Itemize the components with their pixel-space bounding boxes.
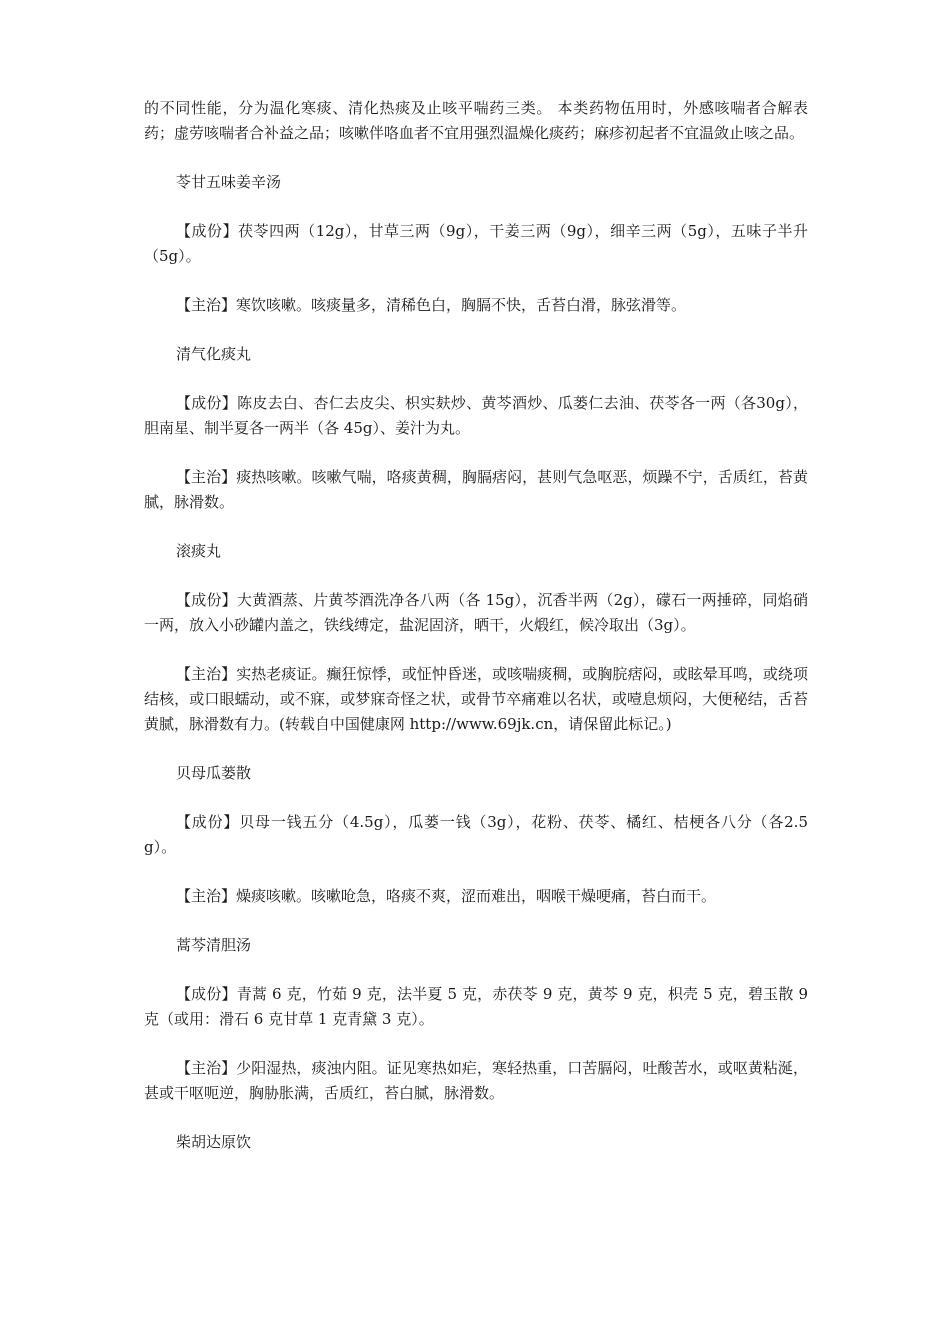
formula-ingredients (144, 588, 808, 638)
formula-indications (144, 293, 808, 318)
ingredients-text: 青蒿 6 克，竹茹 9 克，法半夏 5 克，赤茯苓 9 克，黄芩 9 克，枳壳 5 克，碧玉散 9 克（或用：滑石 6 克甘草 1 克青黛 3 克）。 (144, 985, 808, 1028)
formula-indications (144, 1056, 808, 1106)
formula-ingredients (144, 810, 808, 860)
indications-text: 痰热咳嗽。咳嗽气喘，咯痰黄稠，胸膈痞闷，甚则气急呕恶，烦躁不宁，舌质红，苔黄腻，脉滑数。 (144, 468, 808, 511)
formula-ingredients (144, 982, 808, 1032)
ingredients-text: 贝母一钱五分（4.5g），瓜蒌一钱（3g），花粉、茯苓、橘红、桔梗各八分（各2.5g）。 (144, 813, 808, 856)
formula-ingredients (144, 391, 808, 441)
formula-section (144, 539, 808, 737)
formula-indications (144, 884, 808, 909)
formula-indications (144, 465, 808, 515)
indications-label: 【主治】 (176, 296, 237, 314)
ingredients-label: 【成份】 (176, 985, 237, 1003)
ingredients-text: 大黄酒蒸、片黄芩酒洗净各八两（各 15g），沉香半两（2g），礞石一两捶碎，同焰硝一两，放入小砂罐内盖之，铁线缚定，盐泥固济，晒干，火煅红，候冷取出（3g）。 (144, 591, 808, 634)
indications-text: 实热老痰证。癫狂惊悸，或怔忡昏迷，或咳喘痰稠，或胸脘痞闷，或眩晕耳鸣，或绕项结核，或口眼蠕动，或不寐，或梦寐奇怪之状，或骨节卒痛难以名状，或噎息烦闷，大便秘结，舌苔黄腻，脉滑数有力。(转载自中国健康网 http://www.69jk.cn，请保留此标记。) (144, 665, 808, 733)
formula-title: 柴胡达原饮 (176, 1133, 252, 1151)
indications-text: 燥痰咳嗽。咳嗽呛急，咯痰不爽，涩而难出，咽喉干燥哽痛，苔白而干。 (236, 887, 717, 905)
formula-section (144, 342, 808, 515)
indications-label: 【主治】 (176, 665, 237, 683)
indications-label: 【主治】 (176, 887, 237, 905)
indications-label: 【主治】 (176, 1059, 237, 1077)
ingredients-label: 【成份】 (176, 591, 237, 609)
formula-title: 蒿芩清胆汤 (176, 936, 252, 954)
document-page (144, 96, 808, 1179)
formula-title: 滚痰丸 (176, 542, 222, 560)
indications-text: 寒饮咳嗽。咳痰量多，清稀色白，胸膈不快，舌苔白滑，脉弦滑等。 (236, 296, 687, 314)
ingredients-label: 【成份】 (176, 394, 238, 412)
ingredients-label: 【成份】 (176, 222, 239, 240)
ingredients-label: 【成份】 (176, 813, 240, 831)
formula-section (144, 933, 808, 1106)
ingredients-text: 茯苓四两（12g），甘草三两（9g），干姜三两（9g），细辛三两（5g），五味子半升（5g）。 (144, 222, 808, 265)
formula-section (144, 1130, 808, 1155)
ingredients-text: 陈皮去白、杏仁去皮尖、枳实麸炒、黄芩酒炒、瓜蒌仁去油、茯苓各一两（各30g），胆南星、制半夏各一两半（各 45g）、姜汁为丸。 (144, 394, 808, 437)
formula-section (144, 170, 808, 318)
indications-text: 少阳湿热，痰浊内阻。证见寒热如疟，寒轻热重，口苦膈闷，吐酸苦水，或呕黄粘涎，甚或干呕呃逆，胸胁胀满，舌质红，苔白腻，脉滑数。 (144, 1059, 808, 1102)
intro-paragraph: 的不同性能，分为温化寒痰、清化热痰及止咳平喘药三类。 本类药物伍用时，外感咳喘者合解表药；虚劳咳喘者合补益之品；咳嗽伴咯血者不宜用强烈温燥化痰药；麻疹初起者不宜温敛止咳之品。 (144, 99, 808, 142)
formula-section (144, 761, 808, 909)
formula-indications (144, 662, 808, 737)
formula-title: 清气化痰丸 (176, 345, 252, 363)
formula-title: 苓甘五味姜辛汤 (176, 173, 282, 191)
indications-label: 【主治】 (176, 468, 237, 486)
formula-title: 贝母瓜蒌散 (176, 764, 252, 782)
formula-ingredients (144, 219, 808, 269)
